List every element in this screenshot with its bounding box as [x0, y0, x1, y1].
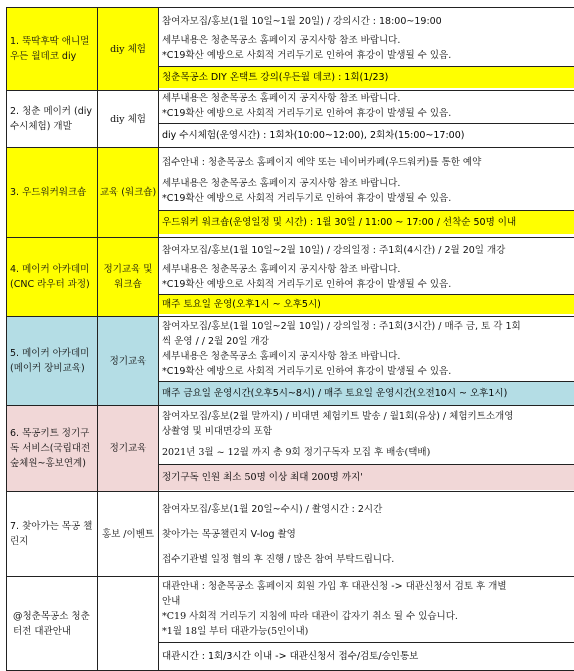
program-name: 7. 찾아가는 목공 챌린지: [10, 521, 92, 547]
detail-line: 접수기관별 일정 협의 후 진행 / 많은 참여 부탁드립니다.: [159, 552, 574, 569]
detail-line: *C19확산 예방으로 사회적 거리두기로 인하여 휴강이 발생될 수 있음.: [159, 364, 574, 381]
program-detail-cell: [159, 406, 574, 492]
detail-line: 상촬영 및 비대면강의 포함: [159, 424, 574, 445]
program-type: 정기교육: [110, 356, 147, 367]
detail-line: 세부내용은 청춘목공소 홈페이지 공지사항 참조 바랍니다.: [159, 91, 574, 106]
table-row: [7, 577, 574, 671]
table-row: [7, 148, 574, 238]
detail-summary: 우드워커 워크숍(운영일정 및 시간) : 1월 30일 / 11:00 ~ 17:00 / 선착순 50명 이내: [159, 210, 574, 234]
program-name: 1. 뚝딱후딱 애니멀 우든 월데코 diy: [10, 36, 89, 62]
program-detail-cell: [159, 8, 574, 91]
detail-line: *C19확산 예방으로 사회적 거리두기로 인하여 휴강이 발생될 수 있음.: [159, 191, 574, 210]
program-name-cell: [7, 91, 98, 148]
detail-line: *1월 18일 부터 대관가능(5인이내): [159, 624, 574, 642]
program-type: diy 체험: [110, 114, 146, 125]
program-name-cell: [7, 8, 98, 91]
program-detail-cell: [159, 317, 574, 406]
detail-summary: 대관시간 : 1회/3시간 이내 -> 대관신청서 접수/검토/승인통보: [159, 642, 574, 670]
table-row: [7, 8, 574, 91]
program-type-cell: [98, 238, 159, 317]
program-type: 정기교육 및 워크숍: [104, 264, 153, 290]
detail-line: 세부내용은 청춘목공소 홈페이지 공지사항 참조 바랍니다.: [159, 176, 574, 191]
program-name-cell: [7, 148, 98, 238]
program-name: 6. 목공키트 정기구독 서비스(국립대전숲체원~홍보연계): [10, 428, 90, 469]
detail-line: *C19확산 예방으로 사회적 거리두기로 인하여 휴강이 발생될 수 있음.: [159, 48, 574, 66]
detail-line: *C19확산 예방으로 사회적 거리두기로 인하여 휴강이 발생될 수 있음.: [159, 277, 574, 294]
program-detail-cell: [159, 492, 574, 577]
table-row: [7, 238, 574, 317]
program-type-cell: [98, 406, 159, 492]
table-row: [7, 317, 574, 406]
program-detail-cell: [159, 148, 574, 238]
program-name-cell: [7, 577, 98, 671]
detail-line: 대관안내 : 청춘목공소 홈페이지 회원 가입 후 대관신청 -> 대관신청서 검토 후 개별: [159, 577, 574, 594]
program-type-cell: [98, 148, 159, 238]
detail-summary: 매주 금요일 운영시간(오후5시~8시) / 매주 토요일 운영시간(오전10시 ~ 오후1시): [159, 381, 574, 405]
program-name: 2. 청춘 메이커 (diy 수시체험) 개발: [10, 106, 92, 132]
program-type: diy 체험: [110, 44, 146, 55]
detail-line: 찾아가는 목공챌린지 V-log 촬영: [159, 527, 574, 552]
detail-line: 세부내용은 청춘목공소 홈페이지 공지사항 참조 바랍니다.: [159, 33, 574, 48]
detail-line: 안내: [159, 594, 574, 609]
detail-summary: 정기구독 인원 최소 50명 이상 최대 200명 까지': [159, 464, 574, 490]
program-name: 5. 메이커 아카데미 (메이커 장비교육): [10, 348, 89, 374]
program-schedule-table: [6, 7, 574, 671]
program-name-cell: [7, 317, 98, 406]
detail-summary: 청춘목공소 DIY 온택트 강의(우든월 데코) : 1회(1/23): [159, 66, 574, 88]
program-name-cell: [7, 406, 98, 492]
detail-line: 세부내용은 청춘목공소 홈페이지 공지사항 참조 바랍니다.: [159, 262, 574, 277]
program-type-cell: [98, 492, 159, 577]
detail-line: 접수안내 : 청춘목공소 홈페이지 예약 또는 네이버카페(우드워커)를 통한 예약: [159, 152, 574, 176]
program-type-cell: [98, 317, 159, 406]
table-row: [7, 492, 574, 577]
detail-line: *C19 사회적 거리두기 지침에 따라 대관이 갑자기 취소 될 수 있습니다.: [159, 609, 574, 624]
program-name: @청춘목공소 청춘터전 대관안내: [13, 611, 90, 637]
program-name-cell: [7, 492, 98, 577]
program-type: 정기교육: [110, 443, 147, 454]
program-detail-cell: [159, 238, 574, 317]
detail-line: 세부내용은 청춘목공소 홈페이지 공지사항 참조 바랍니다.: [159, 349, 574, 364]
detail-line: 씩 운영 / / 2월 20일 개강: [159, 334, 574, 349]
detail-line: 참여자모집/홍보(2월 말까지) / 비대면 체험키트 발송 / 월1회(유상) / 체험키트소개영: [159, 407, 574, 424]
detail-line: 참여자모집/홍보(1월 10일~1월 20일) / 강의시간 : 18:00~19:00: [159, 11, 574, 33]
program-name: 3. 우드워커워크숍: [10, 187, 86, 198]
detail-line: 2021년 3월 ~ 12월 까지 총 9회 정기구독자 모집 후 배송(택배): [159, 445, 574, 464]
table-row: [7, 91, 574, 148]
program-detail-cell: [159, 577, 574, 671]
program-type-cell: [98, 91, 159, 148]
program-type: 교육 (워크숍): [100, 187, 156, 198]
program-name-cell: [7, 238, 98, 317]
schedule-table-wrapper: [6, 7, 574, 671]
program-type: 홍보 /이벤트: [102, 529, 154, 540]
program-type-cell: [98, 577, 159, 671]
detail-summary: 매주 토요일 운영(오후1시 ~ 오후5시): [159, 294, 574, 314]
table-row: [7, 406, 574, 492]
detail-summary: diy 수시체험(운영시간) : 1회차(10:00~12:00), 2회차(15:00~17:00): [159, 123, 574, 147]
detail-line: 참여자모집/홍보(1월 10일~2월 10일) / 강의일정 : 주1회(3시간) / 매주 금, 토 각 1회: [159, 317, 574, 334]
program-detail-cell: [159, 91, 574, 148]
program-type-cell: [98, 8, 159, 91]
detail-line: 참여자모집/홍보(1월 20일~수시) / 촬영시간 : 2시간: [159, 500, 574, 527]
program-name: 4. 메이커 아카데미 (CNC 라우터 과정): [10, 264, 90, 290]
detail-line: 참여자모집/홍보(1월 10일~2월 10일) / 강의일정 : 주1회(4시간) / 2월 20일 개강: [159, 240, 574, 262]
detail-line: *C19확산 예방으로 사회적 거리두기로 인하여 휴강이 발생될 수 있음.: [159, 106, 574, 123]
